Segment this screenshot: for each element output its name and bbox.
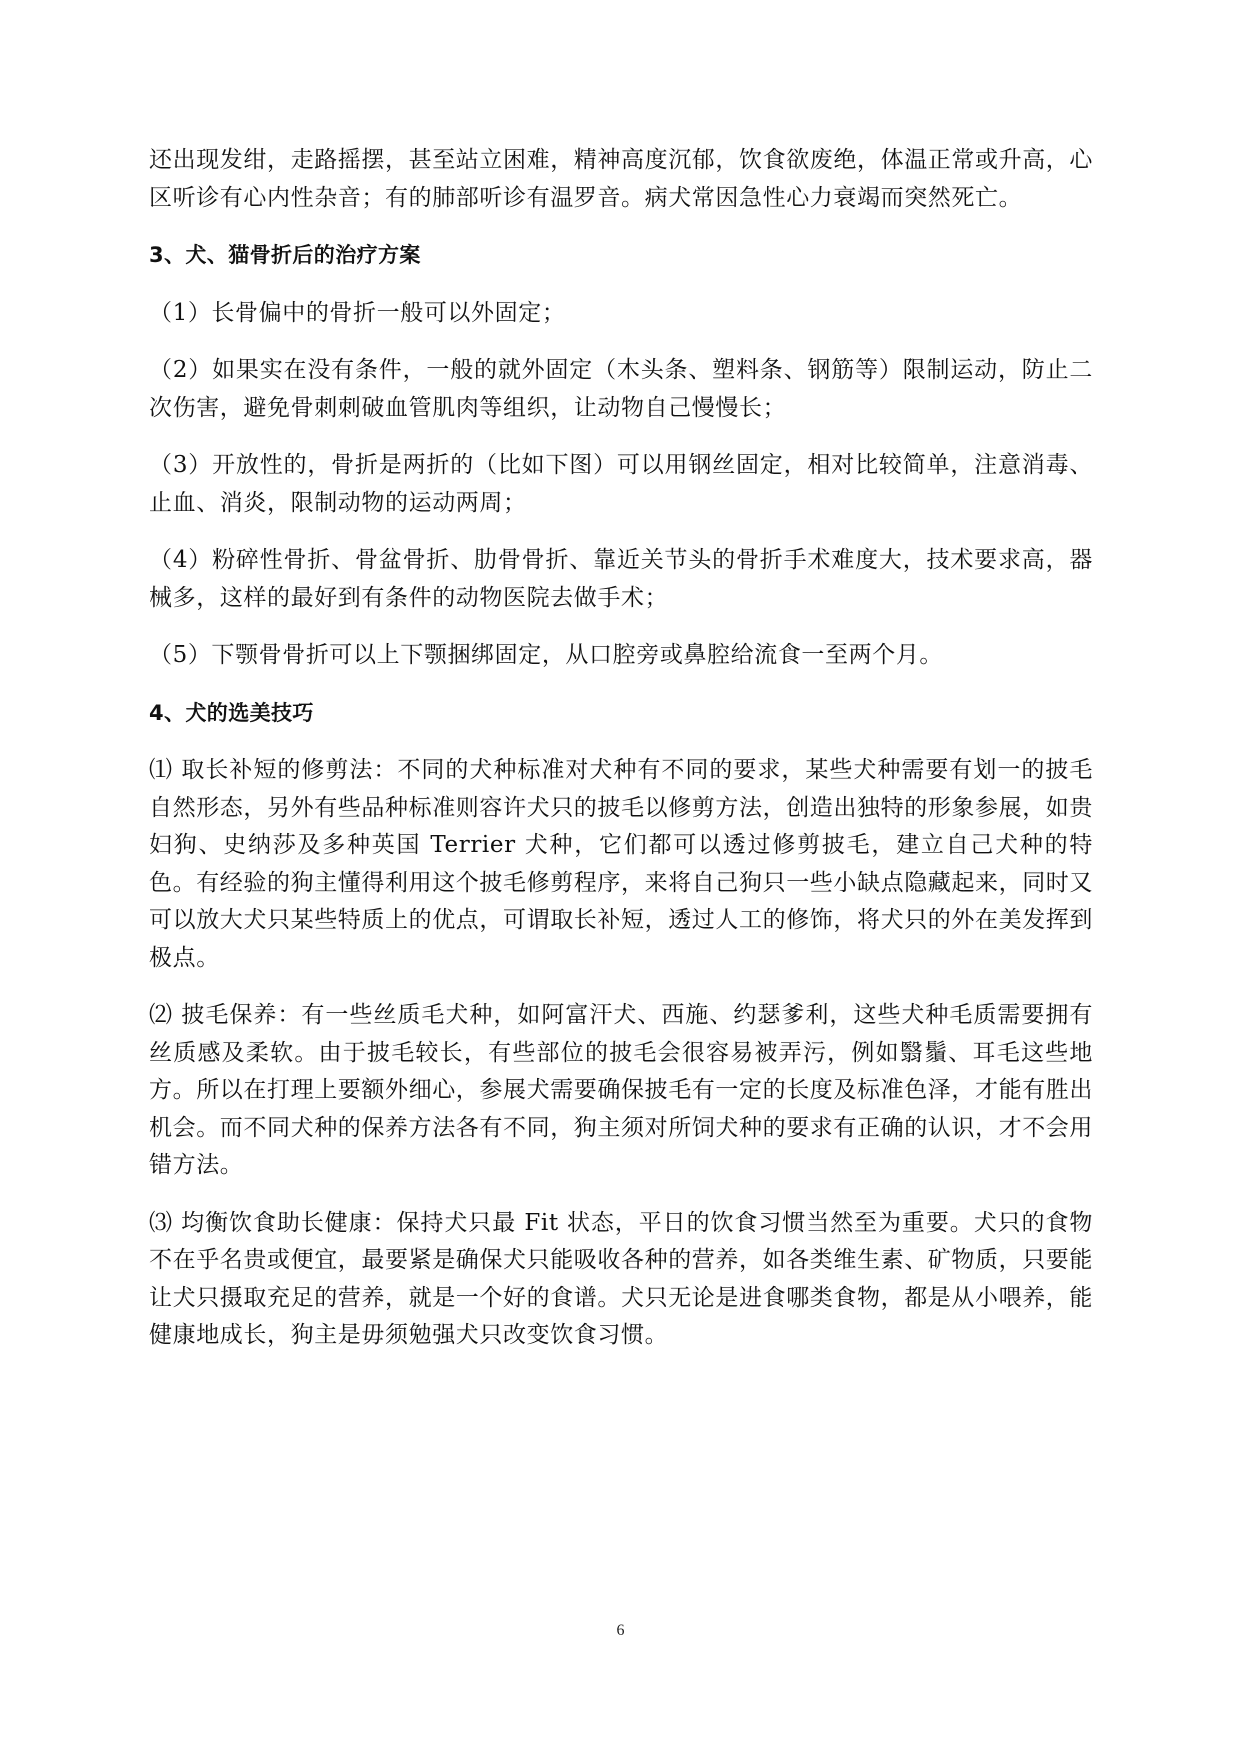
fracture-item-5: （5）下颚骨骨折可以上下颚捆绑固定，从口腔旁或鼻腔给流食一至两个月。 [149,642,944,668]
spacer [149,1185,1093,1205]
spacer [149,617,1093,637]
spacer [149,675,1093,695]
section-heading-dog-show-tips: 4、犬的选美技巧 [149,700,314,725]
dog-show-item-1: ⑴ 取长补短的修剪法：不同的犬种标准对犬种有不同的要求，某些犬种需要有划一的披毛自然形态，另外有些品种标准则容许犬只的披毛以修剪方法，创造出独特的形象参展，如贵妇狗、史纳莎及多种英国 Terrier 犬种，它们都可以透过修剪披毛，建立自己犬种的特色。有经验的狗主懂得利用这个披毛修剪程序，来将自己狗只一些小缺点隐藏起来，同时又可以放大犬只某些特质上的优点，可谓取长补短，透过人工的修饰，将犬只的外在美发挥到极点。 [149,757,1093,971]
spacer [149,217,1093,237]
dog-show-item-2: ⑵ 披毛保养：有一些丝质毛犬种，如阿富汗犬、西施、约瑟爹利，这些犬种毛质需要拥有丝质感及柔软。由于披毛较长，有些部位的披毛会很容易被弄污，例如翳鬚、耳毛这些地方。所以在打理上要额外细心，参展犬需要确保披毛有一定的长度及标准色泽，才能有胜出机会。而不同犬种的保养方法各有不同，狗主须对所饲犬种的要求有正确的认识，才不会用错方法。 [149,1002,1093,1178]
spacer [149,275,1093,295]
spacer [149,732,1093,752]
spacer [149,977,1093,997]
spacer [149,427,1093,447]
page-number: 6 [616,1622,625,1639]
spacer [149,522,1093,542]
intro-paragraph: 还出现发绀，走路摇摆，甚至站立困难，精神高度沉郁，饮食欲废绝，体温正常或升高，心区听诊有心内性杂音；有的肺部听诊有温罗音。病犬常因急性心力衰竭而突然死亡。 [149,147,1093,211]
fracture-item-4: （4）粉碎性骨折、骨盆骨折、肋骨骨折、靠近关节头的骨折手术难度大，技术要求高，器械多，这样的最好到有条件的动物医院去做手术； [149,547,1093,611]
dog-show-item-3: ⑶ 均衡饮食助长健康：保持犬只最 Fit 状态，平日的饮食习惯当然至为重要。犬只的食物不在乎名贵或便宜，最要紧是确保犬只能吸收各种的营养，如各类维生素、矿物质，只要能让犬只摄取充足的营养，就是一个好的食谱。犬只无论是进食哪类食物，都是从小喂养，能健康地成长，狗主是毋须勉强犬只改变饮食习惯。 [149,1209,1093,1348]
fracture-item-2: （2）如果实在没有条件，一般的就外固定（木头条、塑料条、钢筋等）限制运动，防止二次伤害，避免骨刺刺破血管肌肉等组织，让动物自己慢慢长； [149,357,1093,421]
section-heading-fracture-treatment: 3、犬、猫骨折后的治疗方案 [149,243,421,267]
spacer [149,332,1093,352]
fracture-item-1: （1）长骨偏中的骨折一般可以外固定； [149,299,566,326]
fracture-item-3: （3）开放性的，骨折是两折的（比如下图）可以用钢丝固定，相对比较简单，注意消毒、止血、消炎，限制动物的运动两周； [149,452,1093,516]
document-body [149,142,1093,1355]
